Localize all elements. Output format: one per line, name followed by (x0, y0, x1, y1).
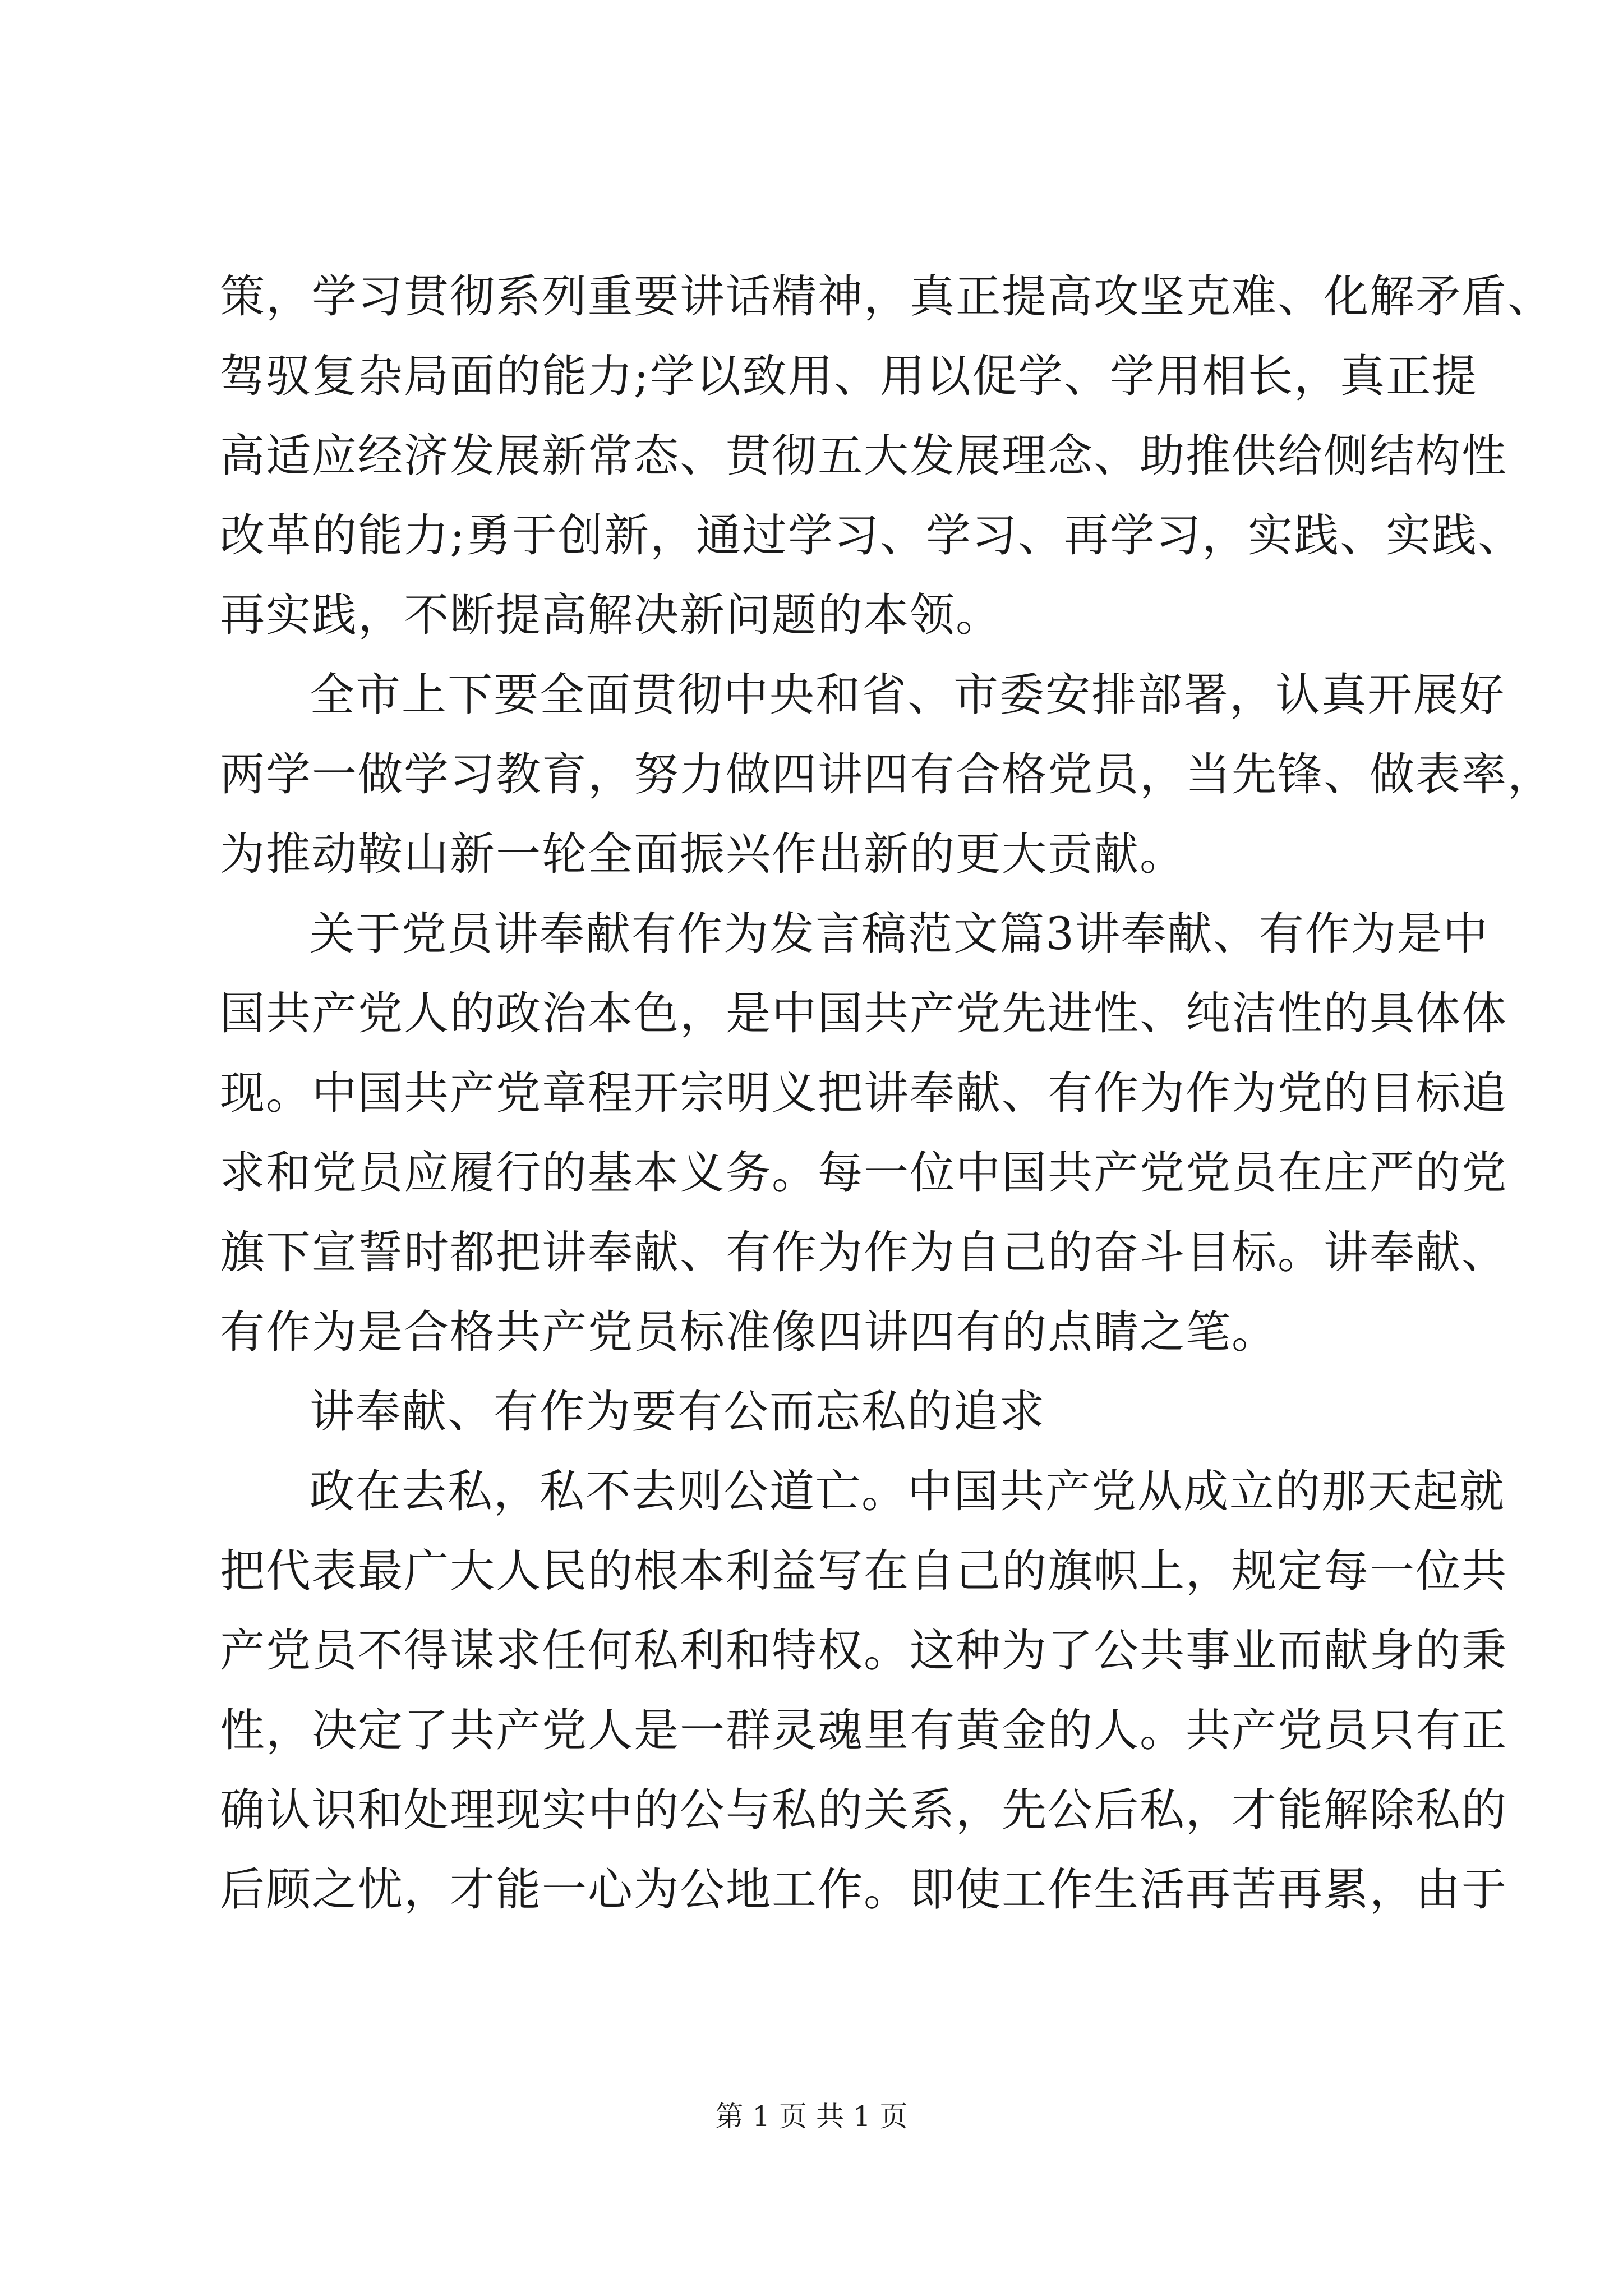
text-line: 旗下宣誓时都把讲奉献、有作为作为自己的奋斗目标。讲奉献、 (220, 1226, 1507, 1278)
text-line: 后顾之忧，才能一心为公地工作。即使工作生活再苦再累，由于 (220, 1864, 1507, 1916)
page-footer: 第 1 页 共 1 页 (715, 2100, 908, 2133)
text-line: 确认识和处理现实中的公与私的关系，先公后私，才能解除私的 (220, 1784, 1507, 1836)
section-heading: 讲奉献、有作为要有公而忘私的追求 (310, 1386, 1045, 1438)
text-line: 性，决定了共产党人是一群灵魂里有黄金的人。共产党员只有正 (220, 1704, 1507, 1756)
text-line: 策，学习贯彻系列重要讲话精神，真正提高攻坚克难、化解矛盾、 (220, 270, 1553, 323)
text-line: 产党员不得谋求任何私利和特权。这种为了公共事业而献身的秉 (220, 1625, 1507, 1677)
paragraph-first-line: 全市上下要全面贯彻中央和省、市委安排部署，认真开展好 (310, 669, 1505, 721)
text-line: 有作为是合格共产党员标准像四讲四有的点睛之笔。 (220, 1306, 1278, 1358)
text-line: 国共产党人的政治本色，是中国共产党先进性、纯洁性的具体体 (220, 987, 1507, 1039)
text-line: 求和党员应履行的基本义务。每一位中国共产党党员在庄严的党 (220, 1147, 1507, 1199)
text-line: 为推动鞍山新一轮全面振兴作出新的更大贡献。 (220, 828, 1186, 880)
text-line: 两学一做学习教育，努力做四讲四有合格党员，当先锋、做表率， (220, 748, 1553, 800)
text-line: 高适应经济发展新常态、贯彻五大发展理念、助推供给侧结构性 (220, 430, 1507, 482)
paragraph-first-line: 政在去私，私不去则公道亡。中国共产党从成立的那天起就 (310, 1465, 1505, 1517)
text-line: 再实践，不断提高解决新问题的本领。 (220, 589, 1002, 641)
text-line: 现。中国共产党章程开宗明义把讲奉献、有作为作为党的目标追 (220, 1067, 1507, 1119)
paragraph-first-line: 关于党员讲奉献有作为发言稿范文篇3讲奉献、有作为是中 (310, 908, 1489, 960)
text-line: 驾驭复杂局面的能力;学以致用、用以促学、学用相长，真正提 (220, 350, 1478, 402)
text-line: 把代表最广大人民的根本利益写在自己的旗帜上，规定每一位共 (220, 1545, 1507, 1597)
text-line: 改革的能力;勇于创新，通过学习、学习、再学习，实践、实践、 (220, 509, 1524, 562)
document-body (220, 257, 1553, 1930)
